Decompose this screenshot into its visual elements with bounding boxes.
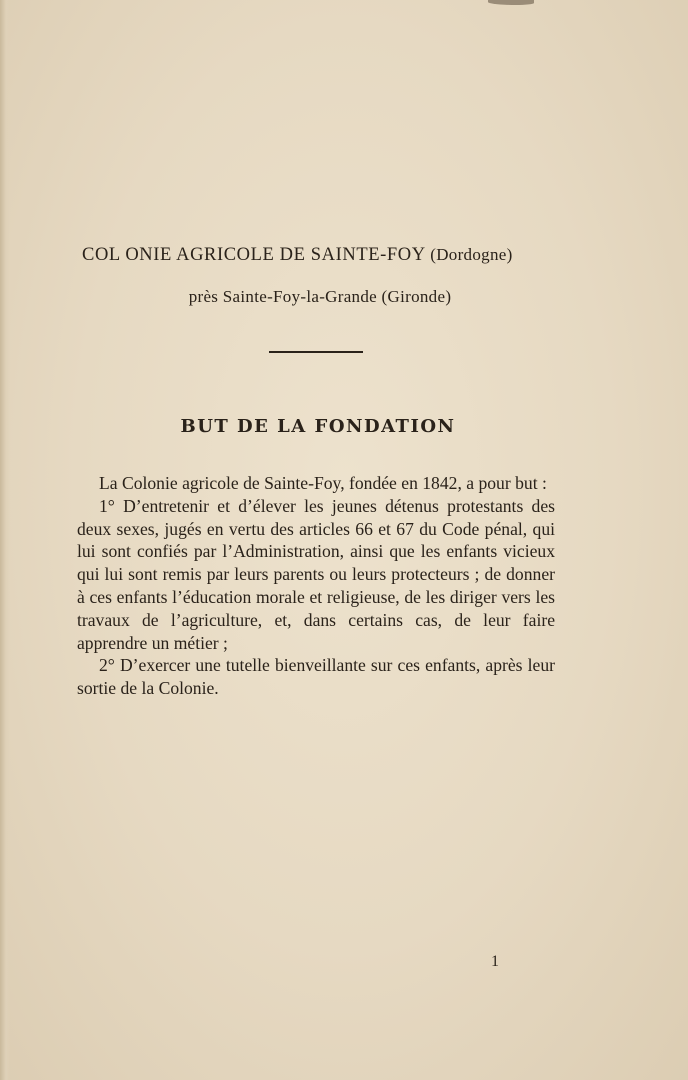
paper-stain (488, 0, 534, 5)
page-number: 1 (491, 953, 499, 970)
page-binding-edge (0, 0, 10, 1080)
institution-heading (82, 245, 582, 266)
paragraph-intro: La Colonie agricole de Sainte-Foy, fondée en 1842, a pour but : (99, 473, 547, 493)
paragraph-goal-1: 1° D’entretenir et d’élever les jeunes détenus protestants des deux sexes, jugés en vertu des articles 66 et 67 du Code pénal, qui lui sont confiés par l’Administration, ainsi que les enfants vicieux qui lui sont remis par leurs parents ou leurs protecteurs ; de donner à ces enfants l’éducation morale et religieuse, de les diriger vers les travaux de l’agriculture, et, dans certains cas, de leur faire apprendre un métier ; (77, 495, 555, 653)
paragraph-goal-2: 2° D’exercer une tutelle bienveillante sur ces enfants, après leur sortie de la Colonie. (77, 655, 555, 699)
separator-rule (269, 351, 363, 353)
institution-name: COL ONIE AGRICOLE DE SAINTE-FOY (82, 245, 426, 265)
institution-location: près Sainte-Foy-la-Grande (Gironde) (188, 287, 452, 306)
section-title: BUT DE LA FONDATION (180, 416, 456, 437)
body-text (77, 472, 555, 700)
institution-region: (Dordogne) (430, 245, 513, 264)
